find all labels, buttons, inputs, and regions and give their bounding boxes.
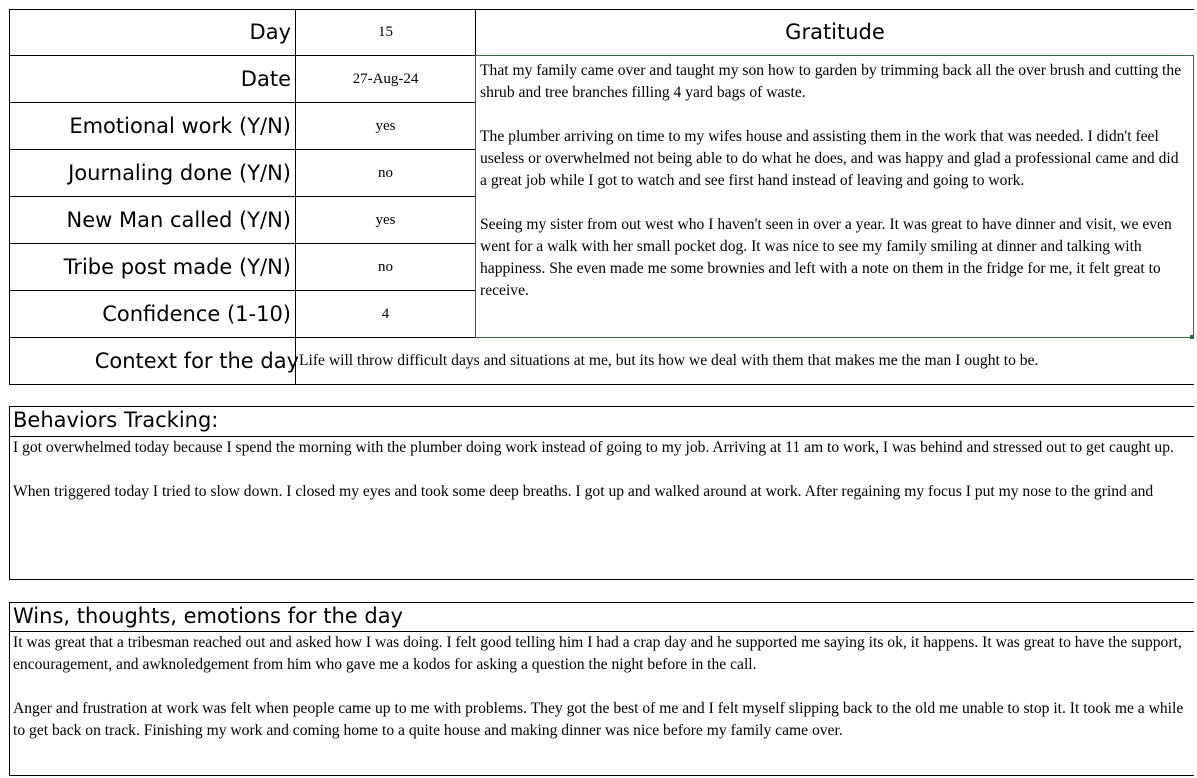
context-value[interactable]: Life will throw difficult days and situations at me, but its how we deal with them that makes me the man I ought to be. bbox=[299, 352, 1039, 369]
behaviors-paragraph: I got overwhelmed today because I spend the morning with the plumber doing work instead of going to my job. Arriving at 11 am to work, I was behind and stressed out to get caught up. bbox=[13, 439, 1174, 456]
context-label: Context for the day bbox=[94, 349, 299, 373]
new-man-called-value[interactable]: yes bbox=[375, 212, 396, 228]
wins-title: Wins, thoughts, emotions for the day bbox=[13, 604, 403, 628]
grid-line bbox=[9, 196, 475, 197]
grid-line bbox=[9, 102, 475, 103]
grid-line bbox=[9, 602, 1194, 603]
gratitude-paragraph: That my family came over and taught my son how to garden by trimming back all the over brush and cutting the shrub and tree branches filling 4 yard bags of waste. bbox=[480, 62, 1182, 101]
emotional-work-label: Emotional work (Y/N) bbox=[69, 114, 291, 138]
confidence-label: Confidence (1-10) bbox=[102, 302, 291, 326]
day-label: Day bbox=[249, 20, 291, 44]
day-value[interactable]: 15 bbox=[378, 24, 393, 40]
date-label: Date bbox=[240, 67, 291, 91]
gratitude-title: Gratitude bbox=[785, 20, 885, 44]
grid-line bbox=[9, 243, 475, 244]
journaling-value[interactable]: no bbox=[378, 165, 393, 181]
new-man-called-label: New Man called (Y/N) bbox=[66, 208, 291, 232]
behaviors-paragraph: When triggered today I tried to slow down. I closed my eyes and took some deep breaths. I got up and walked around at work. After regaining my focus I put my nose to the grind and bbox=[13, 483, 1154, 500]
gratitude-spacer bbox=[480, 104, 1189, 126]
behaviors-title: Behaviors Tracking: bbox=[13, 408, 219, 432]
behaviors-body[interactable] bbox=[13, 437, 1193, 503]
date-value[interactable]: 27-Aug-24 bbox=[352, 71, 419, 87]
tribe-post-label: Tribe post made (Y/N) bbox=[63, 255, 291, 279]
wins-body[interactable] bbox=[13, 632, 1193, 742]
emotional-work-value[interactable]: yes bbox=[375, 118, 396, 134]
grid-line bbox=[9, 579, 1194, 580]
tribe-post-value[interactable]: no bbox=[378, 259, 393, 275]
behaviors-spacer bbox=[13, 459, 1193, 481]
confidence-value[interactable]: 4 bbox=[381, 306, 390, 322]
wins-paragraph: Anger and frustration at work was felt when people came up to me with problems. They got the best of me and I felt myself slipping back to the old me unable to stop it. It took me a while to get back on track. Finishing my work and coming home to a quite house and making dinner was nice before my family came over. bbox=[13, 700, 1184, 739]
grid-line bbox=[9, 406, 10, 580]
grid-line bbox=[9, 602, 10, 776]
grid-line bbox=[295, 9, 296, 385]
wins-paragraph: It was great that a tribesman reached out and asked how I was doing. I felt good telling him I had a crap day and he supported me saying its ok, it happens. It was great to have the support, encouragement, and awknoledgement from him who gave me a kodos for asking a question the night before in the call. bbox=[13, 634, 1182, 673]
gratitude-box[interactable] bbox=[475, 55, 1194, 338]
grid-line bbox=[9, 384, 1194, 385]
grid-line bbox=[9, 775, 1194, 776]
selection-handle[interactable] bbox=[1190, 335, 1194, 339]
wins-spacer bbox=[13, 676, 1193, 698]
grid-line bbox=[9, 149, 475, 150]
grid-line bbox=[9, 55, 475, 56]
gratitude-spacer bbox=[480, 192, 1189, 214]
grid-line bbox=[9, 406, 1194, 407]
grid-line bbox=[9, 290, 475, 291]
gratitude-paragraph: Seeing my sister from out west who I haven't seen in over a year. It was great to have dinner and visit, we even went for a walk with her small pocket dog. It was nice to see my family smiling at dinner and talking with happiness. She even made me some brownies and left with a note on them in the fridge for me, it felt great to receive. bbox=[480, 216, 1172, 299]
grid-line bbox=[9, 9, 1194, 10]
gratitude-paragraph: The plumber arriving on time to my wifes house and assisting them in the work that was needed. I didn't feel useless or overwhelmed not being able to do what he does, and was happy and glad a professional came and did a great job while I got to watch and see first hand instead of leaving and going to work. bbox=[480, 128, 1179, 189]
journaling-label: Journaling done (Y/N) bbox=[68, 161, 291, 185]
grid-line bbox=[9, 9, 10, 385]
